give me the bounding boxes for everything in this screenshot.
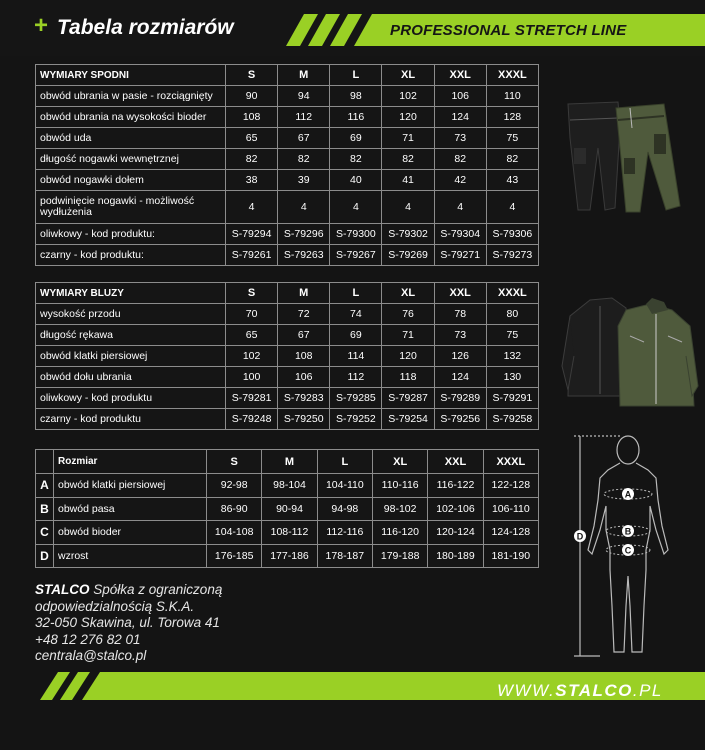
table-header-row xyxy=(36,65,539,86)
table-row xyxy=(36,86,539,107)
table-cell: 132 xyxy=(486,346,538,367)
table-cell: 108 xyxy=(278,346,330,367)
row-label: czarny - kod produktu: xyxy=(36,245,226,266)
row-label: obwód pasa xyxy=(54,497,207,521)
svg-text:B: B xyxy=(624,526,632,537)
website-link[interactable]: WWW.STALCO.PL xyxy=(497,681,663,700)
size-header: XXXL xyxy=(483,450,538,474)
table-cell: 4 xyxy=(226,191,278,224)
company-email[interactable]: centrala@stalco.pl xyxy=(35,648,147,663)
table-cell: 65 xyxy=(226,325,278,346)
row-label: oliwkowy - kod produktu xyxy=(36,388,226,409)
table-cell: 4 xyxy=(278,191,330,224)
table-cell: 128 xyxy=(486,107,538,128)
table-cell: 120-124 xyxy=(428,521,483,545)
table-cell: 106 xyxy=(434,86,486,107)
company-address: 32-050 Skawina, ul. Torowa 41 xyxy=(35,615,220,630)
table-cell: 73 xyxy=(434,128,486,149)
plus-icon: + xyxy=(34,12,49,39)
table-cell: S-79267 xyxy=(330,245,382,266)
row-label: wzrost xyxy=(54,544,207,568)
table-row xyxy=(36,325,539,346)
table-cell: 112 xyxy=(330,367,382,388)
table-cell: 72 xyxy=(278,304,330,325)
size-header: L xyxy=(330,65,382,86)
table-cell: 90 xyxy=(226,86,278,107)
marker-b xyxy=(622,525,634,537)
table-header-row xyxy=(36,450,539,474)
table-cell: 94-98 xyxy=(317,497,372,521)
table-cell: 65 xyxy=(226,128,278,149)
table-cell: S-79269 xyxy=(382,245,434,266)
trousers-image xyxy=(560,98,700,238)
row-label: obwód nogawki dołem xyxy=(36,170,226,191)
body-size-table xyxy=(35,449,539,568)
table-cell: 112-116 xyxy=(317,521,372,545)
table-cell: 104-108 xyxy=(207,521,262,545)
size-header: XL xyxy=(382,65,434,86)
table-cell: 130 xyxy=(486,367,538,388)
table-cell: 108 xyxy=(226,107,278,128)
table-cell: 124-128 xyxy=(483,521,538,545)
table-header-row xyxy=(36,283,539,304)
row-label: obwód klatki piersiowej xyxy=(54,474,207,498)
table-cell: S-79283 xyxy=(278,388,330,409)
svg-text:A: A xyxy=(624,489,632,500)
table-row xyxy=(36,474,539,498)
table-cell: 116-120 xyxy=(372,521,427,545)
table-row xyxy=(36,128,539,149)
row-label: obwód bioder xyxy=(54,521,207,545)
size-header: XXXL xyxy=(486,283,538,304)
table-cell: 122-128 xyxy=(483,474,538,498)
company-info xyxy=(35,582,222,665)
svg-text:C: C xyxy=(624,545,632,556)
table-cell: 73 xyxy=(434,325,486,346)
table-cell: 100 xyxy=(226,367,278,388)
row-label: długość nogawki wewnętrznej xyxy=(36,149,226,170)
table-cell: 69 xyxy=(330,325,382,346)
table-cell: 70 xyxy=(226,304,278,325)
table-cell: 108-112 xyxy=(262,521,317,545)
table-corner xyxy=(36,450,54,474)
table-cell: 118 xyxy=(382,367,434,388)
table-cell: 38 xyxy=(226,170,278,191)
page-title: Tabela rozmiarów xyxy=(57,16,234,39)
size-header: XL xyxy=(382,283,434,304)
table-cell: 71 xyxy=(382,128,434,149)
company-line-2: odpowiedzialnością S.K.A. xyxy=(35,598,195,614)
table-cell: 110-116 xyxy=(372,474,427,498)
table-cell: S-79294 xyxy=(226,224,278,245)
row-label: podwinięcie nogawki - możliwość wydłużenia xyxy=(36,191,226,224)
table-cell: 82 xyxy=(486,149,538,170)
size-header: S xyxy=(207,450,262,474)
table-row xyxy=(36,367,539,388)
table-cell: 126 xyxy=(434,346,486,367)
table-title: WYMIARY SPODNI xyxy=(36,65,226,86)
table-cell: S-79287 xyxy=(382,388,434,409)
size-header: XXL xyxy=(434,283,486,304)
marker-c xyxy=(622,544,634,556)
table-row xyxy=(36,497,539,521)
table-cell: 82 xyxy=(382,149,434,170)
table-cell: S-79258 xyxy=(486,409,538,430)
table-cell: 82 xyxy=(226,149,278,170)
table-cell: 86-90 xyxy=(207,497,262,521)
table-cell: 4 xyxy=(330,191,382,224)
table-cell: 78 xyxy=(434,304,486,325)
table-cell: S-79261 xyxy=(226,245,278,266)
row-label: obwód ubrania w pasie - rozciągnięty xyxy=(36,86,226,107)
row-label: obwód uda xyxy=(36,128,226,149)
table-cell: 4 xyxy=(486,191,538,224)
table-row xyxy=(36,388,539,409)
table-row xyxy=(36,107,539,128)
table-cell: 178-187 xyxy=(317,544,372,568)
size-header: XXXL xyxy=(486,65,538,86)
table-cell: S-79281 xyxy=(226,388,278,409)
table-row xyxy=(36,191,539,224)
table-cell: 76 xyxy=(382,304,434,325)
size-header: L xyxy=(330,283,382,304)
company-name-line xyxy=(35,582,222,599)
table-cell: S-79302 xyxy=(382,224,434,245)
table-title: Rozmiar xyxy=(54,450,207,474)
company-name-rest: Spółka z ograniczoną xyxy=(89,582,223,597)
row-label: czarny - kod produktu xyxy=(36,409,226,430)
table-cell: 120 xyxy=(382,346,434,367)
body-measurement-figure xyxy=(560,430,690,662)
table-cell: S-79263 xyxy=(278,245,330,266)
table-row xyxy=(36,521,539,545)
table-cell: 80 xyxy=(486,304,538,325)
table-cell: 75 xyxy=(486,128,538,149)
table-cell: 40 xyxy=(330,170,382,191)
footer xyxy=(0,664,705,716)
header xyxy=(0,0,705,56)
table-cell: 104-110 xyxy=(317,474,372,498)
table-cell: 124 xyxy=(434,107,486,128)
company-phone: +48 12 276 82 01 xyxy=(35,631,141,647)
table-title: WYMIARY BLUZY xyxy=(36,283,226,304)
marker-d xyxy=(574,530,586,542)
table-cell: 98-104 xyxy=(262,474,317,498)
table-cell: 92-98 xyxy=(207,474,262,498)
measure-letter: C xyxy=(36,521,54,545)
table-cell: 181-190 xyxy=(483,544,538,568)
table-cell: 116-122 xyxy=(428,474,483,498)
table-cell: S-79248 xyxy=(226,409,278,430)
company-brand: STALCO xyxy=(35,582,90,597)
table-cell: 94 xyxy=(278,86,330,107)
table-cell: 82 xyxy=(330,149,382,170)
table-cell: S-79254 xyxy=(382,409,434,430)
table-cell: S-79306 xyxy=(486,224,538,245)
table-cell: S-79296 xyxy=(278,224,330,245)
measure-letter: B xyxy=(36,497,54,521)
table-cell: 110 xyxy=(486,86,538,107)
size-header: M xyxy=(278,283,330,304)
row-label: obwód ubrania na wysokości bioder xyxy=(36,107,226,128)
size-header: M xyxy=(278,65,330,86)
table-cell: 124 xyxy=(434,367,486,388)
table-cell: S-79289 xyxy=(434,388,486,409)
table-row xyxy=(36,170,539,191)
svg-text:D: D xyxy=(576,531,584,542)
table-cell: 102 xyxy=(226,346,278,367)
table-cell: 39 xyxy=(278,170,330,191)
table-cell: S-79291 xyxy=(486,388,538,409)
size-header: XXL xyxy=(428,450,483,474)
table-cell: 106-110 xyxy=(483,497,538,521)
table-cell: S-79304 xyxy=(434,224,486,245)
table-cell: 75 xyxy=(486,325,538,346)
size-header: XL xyxy=(372,450,427,474)
table-cell: 67 xyxy=(278,325,330,346)
trousers-size-table xyxy=(35,64,539,266)
table-cell: 43 xyxy=(486,170,538,191)
table-cell: 42 xyxy=(434,170,486,191)
measure-letter: D xyxy=(36,544,54,568)
table-row xyxy=(36,224,539,245)
table-cell: 71 xyxy=(382,325,434,346)
table-cell: 98-102 xyxy=(372,497,427,521)
row-label: obwód dołu ubrania xyxy=(36,367,226,388)
size-header: L xyxy=(317,450,372,474)
table-cell: 4 xyxy=(434,191,486,224)
size-header: M xyxy=(262,450,317,474)
table-cell: 116 xyxy=(330,107,382,128)
table-cell: 41 xyxy=(382,170,434,191)
table-cell: 102 xyxy=(382,86,434,107)
table-cell: 179-188 xyxy=(372,544,427,568)
table-row xyxy=(36,245,539,266)
table-cell: 82 xyxy=(278,149,330,170)
size-header: S xyxy=(226,283,278,304)
table-row xyxy=(36,409,539,430)
table-cell: 4 xyxy=(382,191,434,224)
sweatshirt-size-table xyxy=(35,282,539,430)
table-row xyxy=(36,149,539,170)
table-cell: S-79256 xyxy=(434,409,486,430)
table-cell: 69 xyxy=(330,128,382,149)
table-cell: 177-186 xyxy=(262,544,317,568)
row-label: obwód klatki piersiowej xyxy=(36,346,226,367)
table-cell: 67 xyxy=(278,128,330,149)
table-cell: 176-185 xyxy=(207,544,262,568)
table-cell: 74 xyxy=(330,304,382,325)
row-label: długość rękawa xyxy=(36,325,226,346)
measure-letter: A xyxy=(36,474,54,498)
table-row xyxy=(36,304,539,325)
table-cell: 112 xyxy=(278,107,330,128)
table-cell: 102-106 xyxy=(428,497,483,521)
table-cell: S-79300 xyxy=(330,224,382,245)
marker-a xyxy=(622,488,634,500)
table-cell: 106 xyxy=(278,367,330,388)
size-header: XXL xyxy=(434,65,486,86)
table-row xyxy=(36,544,539,568)
size-header: S xyxy=(226,65,278,86)
table-cell: 82 xyxy=(434,149,486,170)
table-cell: S-79250 xyxy=(278,409,330,430)
table-cell: 90-94 xyxy=(262,497,317,521)
product-line-name: PROFESSIONAL STRETCH LINE xyxy=(390,22,627,39)
table-cell: S-79285 xyxy=(330,388,382,409)
table-cell: S-79271 xyxy=(434,245,486,266)
sweatshirt-image xyxy=(560,296,700,416)
table-cell: 180-189 xyxy=(428,544,483,568)
row-label: wysokość przodu xyxy=(36,304,226,325)
table-cell: 114 xyxy=(330,346,382,367)
table-cell: S-79252 xyxy=(330,409,382,430)
row-label: oliwkowy - kod produktu: xyxy=(36,224,226,245)
table-cell: 98 xyxy=(330,86,382,107)
table-row xyxy=(36,346,539,367)
table-cell: 120 xyxy=(382,107,434,128)
table-cell: S-79273 xyxy=(486,245,538,266)
